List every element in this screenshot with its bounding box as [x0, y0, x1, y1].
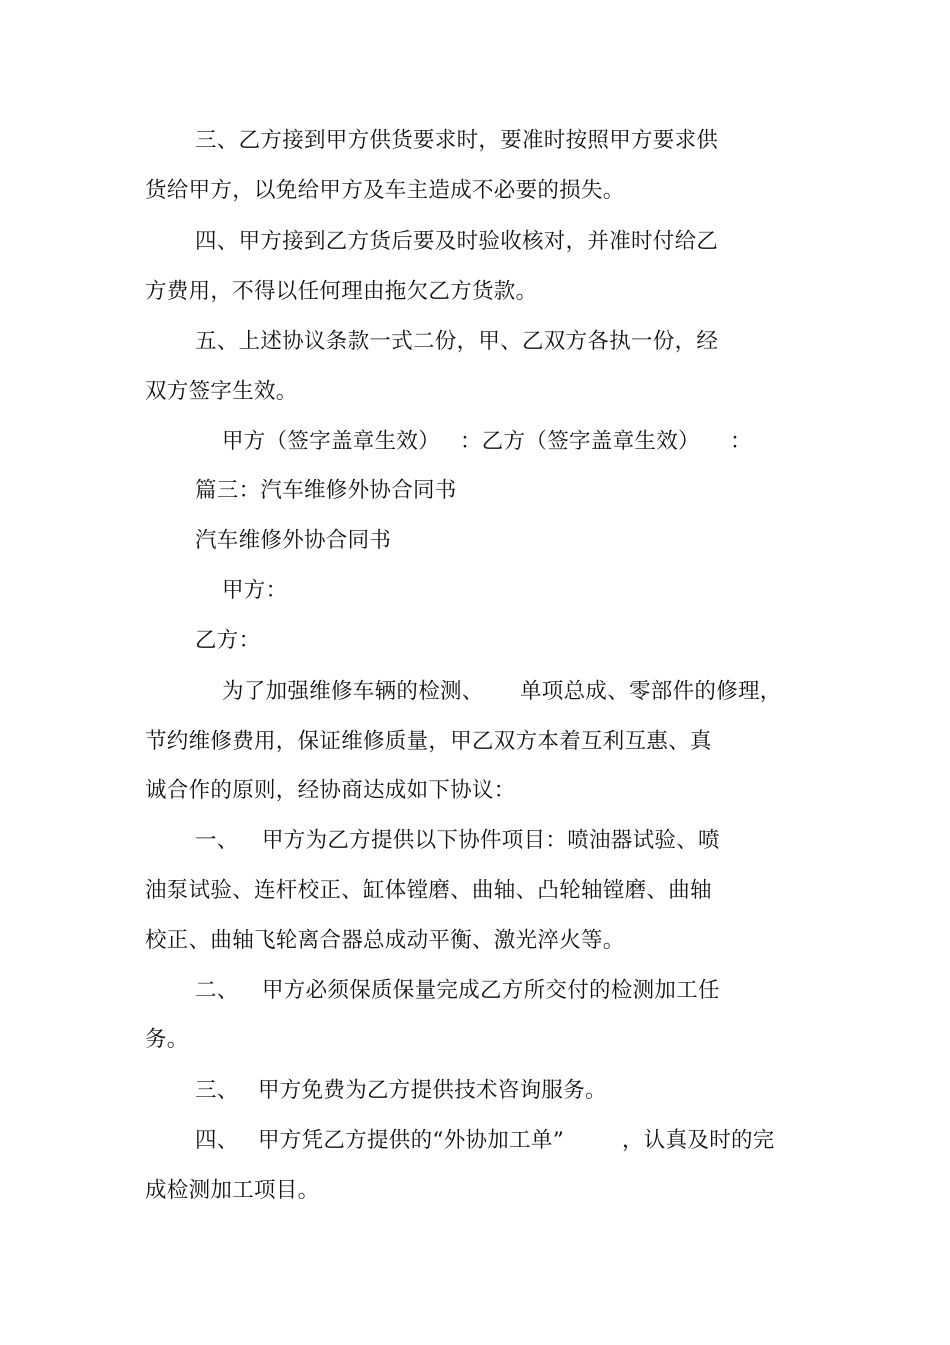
preamble-line-3: 诚合作的原则，经协商达成如下协议：	[145, 778, 516, 803]
item-4-number: 四、	[195, 1128, 239, 1153]
clause-5-line-2: 双方签字生效。	[145, 379, 298, 404]
item-3-line-1: 甲方免费为乙方提供技术咨询服务。	[258, 1078, 607, 1103]
clause-4-line-2: 方费用，不得以任何理由拖欠乙方货款。	[145, 279, 538, 304]
signature-colon: ：	[730, 429, 752, 454]
item-2-line-1: 甲方必须保质保量完成乙方所交付的检测加工任	[262, 978, 720, 1003]
item-4-line-1b: ，认真及时的完	[622, 1128, 775, 1153]
item-1-number: 一、	[195, 828, 239, 853]
preamble-line-2: 节约维修费用，保证维修质量，甲乙双方本着互利互惠、真	[145, 729, 712, 754]
item-4-line-1a: 甲方凭乙方提供的“外协加工单”	[258, 1128, 564, 1153]
preamble-line-1a: 为了加强维修车辆的检测、	[222, 679, 484, 704]
preamble-line-1b: 单项总成、零部件的修理，	[520, 679, 782, 704]
party-a-label: 甲方：	[222, 578, 288, 603]
clause-4-line-1: 四、甲方接到乙方货后要及时验收核对，并准时付给乙	[195, 229, 719, 254]
section-heading: 篇三：汽车维修外协合同书	[195, 478, 457, 503]
item-3-number: 三、	[195, 1078, 239, 1103]
clause-5-line-1: 五、上述协议条款一式二份，甲、乙双方各执一份，经	[195, 329, 719, 354]
item-2-number: 二、	[195, 978, 239, 1003]
signature-party-b: ：乙方（签字盖章生效）	[460, 429, 700, 454]
signature-party-a: 甲方（签字盖章生效）	[222, 429, 441, 454]
contract-title: 汽车维修外协合同书	[195, 528, 392, 553]
item-4-line-2: 成检测加工项目。	[145, 1178, 320, 1203]
clause-3-line-1: 三、乙方接到甲方供货要求时，要准时按照甲方要求供	[195, 128, 719, 153]
item-2-line-2: 务。	[145, 1027, 189, 1052]
clause-3-line-2: 货给甲方，以免给甲方及车主造成不必要的损失。	[145, 178, 625, 203]
item-1-line-2: 油泵试验、连杆校正、缸体镗磨、曲轴、凸轮轴镗磨、曲轴	[145, 878, 712, 903]
item-1-line-3: 校正、曲轴飞轮离合器总成动平衡、激光淬火等。	[145, 928, 625, 953]
party-b-label: 乙方：	[195, 628, 261, 653]
item-1-line-1: 甲方为乙方提供以下协件项目：喷油器试验、喷	[262, 828, 720, 853]
